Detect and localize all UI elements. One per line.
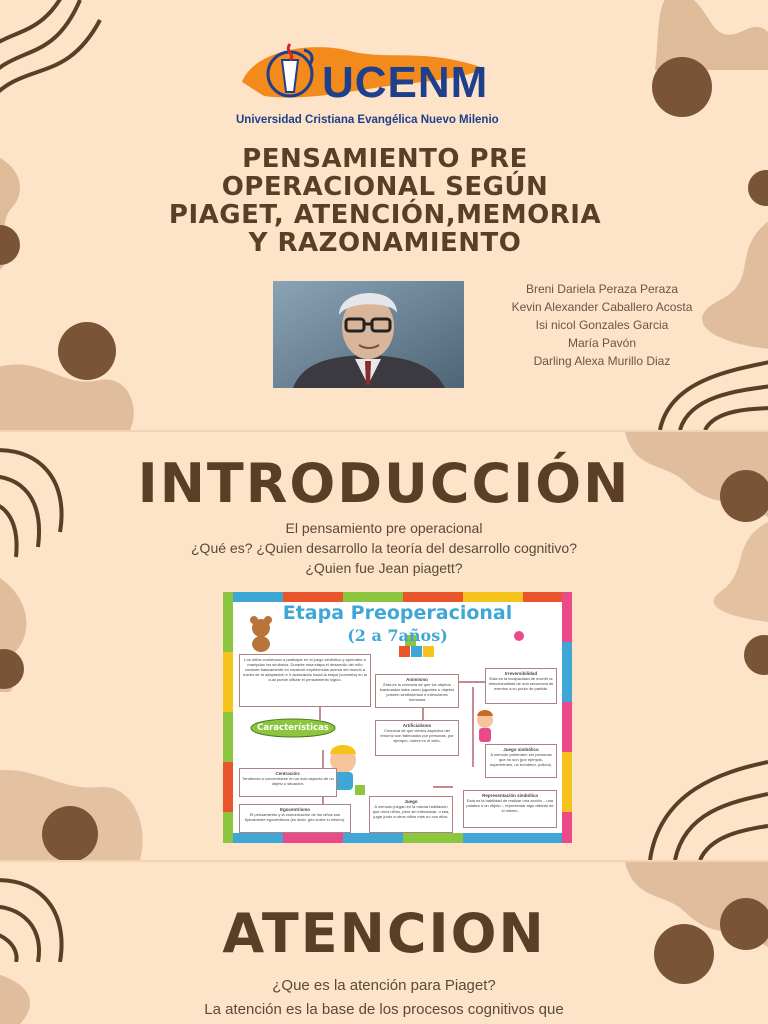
box-text: Esta es la creencia de que los objetos inanimados tales como juguetes u objetos poseen sentimientos e intenciones humanas xyxy=(379,682,455,702)
atencion-text xyxy=(150,974,618,1022)
logo-name: UCENM xyxy=(322,58,489,107)
infographic-title: Etapa Preoperacional xyxy=(282,602,513,624)
infographic-subtitle: (2 a 7años) xyxy=(347,626,448,645)
egocentrismo-box xyxy=(239,804,351,833)
atencion-line: ¿Que es la atención para Piaget? xyxy=(272,977,496,994)
box-title: Centración: xyxy=(275,771,301,776)
atencion-heading: ATENCION xyxy=(222,902,546,965)
blob-decoration xyxy=(0,350,140,430)
representacion-simbolica-box xyxy=(463,790,557,828)
logo-subtitle: Universidad Cristiana Evangélica Nuevo Milenio xyxy=(236,114,499,126)
centracion-box xyxy=(239,768,337,797)
introduction-heading: INTRODUCCIÓN xyxy=(137,452,631,515)
author-name: Breni Dariela Peraza Peraza xyxy=(525,282,679,296)
slide-atencion xyxy=(0,862,768,1024)
juego-box xyxy=(369,796,453,833)
title-line: PENSAMIENTO PRE xyxy=(242,144,528,174)
box-text: Tendencia a concentrarse en un solo aspecto de un objeto o situación. xyxy=(242,776,334,786)
piaget-portrait xyxy=(273,281,464,388)
slide-cover xyxy=(0,0,768,430)
dot-decoration xyxy=(742,168,768,208)
intro-line: ¿Qué es? ¿Quien desarrollo la teoría del desarrollo cognitivo? xyxy=(191,540,577,556)
box-title: Animismo xyxy=(406,677,428,682)
dot-decoration xyxy=(0,222,22,268)
intro-line: El pensamiento pre operacional xyxy=(285,520,483,536)
juego-simbolico-box xyxy=(485,744,557,778)
slide-introduction xyxy=(0,432,768,860)
dot-decoration xyxy=(0,647,30,691)
box-text: A menudo pretenden ser personas que no son (por ejemplo, superhéroes, un bombero, policía). xyxy=(489,752,553,767)
box-title: Artificialismo xyxy=(402,723,432,728)
box-title: Juego xyxy=(404,799,418,804)
box-title: Juego simbólico xyxy=(503,747,539,752)
author-name: María Pavón xyxy=(567,336,637,350)
characteristics-label: Características xyxy=(257,723,329,733)
cover-title xyxy=(160,145,610,257)
box-title: Irreversibilidad xyxy=(504,671,538,676)
dot-decoration xyxy=(738,632,768,678)
author-name: Darling Alexa Murillo Diaz xyxy=(533,354,671,368)
girl-illustration-icon xyxy=(477,710,493,742)
box-text: El pensamiento y la comunicación de los niños son típicamente egocéntricos (es decir, giro sobre sí mismo). xyxy=(244,812,346,822)
animismo-box xyxy=(375,674,459,708)
irreversibilidad-box xyxy=(485,668,557,704)
artificialismo-box xyxy=(375,720,459,756)
intro-box: Los niños comienzan a participar en el juego simbólico y aprenden a manipular los símbolos. Durante esta etapa el desarrollo del niño consiste básicamente en construir experiencias acerca del mundo a través de la adaptación e ir avanzando hacia la etapa (concreta) en la cual puede utilizar el pensamiento lógico. xyxy=(239,654,371,707)
wavy-line-decoration xyxy=(0,0,120,100)
box-text: Creencia de que ciertos aspectos del entorno son fabricados por personas, por ejemplo, nubes en el cielo. xyxy=(380,728,454,743)
wavy-line-decoration xyxy=(640,712,768,860)
dot-decoration xyxy=(650,55,714,119)
box-text: A menudo juegan en la misma habitación que otros niños, pero sin interactuar, o sea, jugar junto a otros niños más no con ellos. xyxy=(372,804,450,819)
box-text: Esta es la habilidad de realizar una acción – una palabra o un objeto – representar algo distinto de sí mismo. xyxy=(466,798,554,813)
dot-decoration xyxy=(40,804,100,860)
preoperational-infographic xyxy=(223,592,572,843)
blob-decoration xyxy=(0,972,50,1024)
intro-line: ¿Quien fue Jean piagett? xyxy=(305,560,463,576)
author-name: Isi nicol Gonzales Garcia xyxy=(535,318,669,332)
title-line: PIAGET, ATENCIÓN,MEMORIA xyxy=(168,200,602,230)
atencion-line: La atención es la base de los procesos cognitivos que xyxy=(204,1001,564,1018)
introduction-text xyxy=(100,518,668,578)
box-title: Representación simbólica xyxy=(482,793,538,798)
box-text: Esta es la incapacidad de invertir la direccionalidad de una secuencia de eventos a su punto de partida. xyxy=(488,676,554,691)
box-title: Egocentrismo xyxy=(279,807,310,812)
title-line: OPERACIONAL SEGÚN xyxy=(221,172,549,202)
title-line: Y RAZONAMIENTO xyxy=(248,228,522,258)
author-list xyxy=(488,280,716,370)
author-name: Kevin Alexander Caballero Acosta xyxy=(511,300,693,314)
